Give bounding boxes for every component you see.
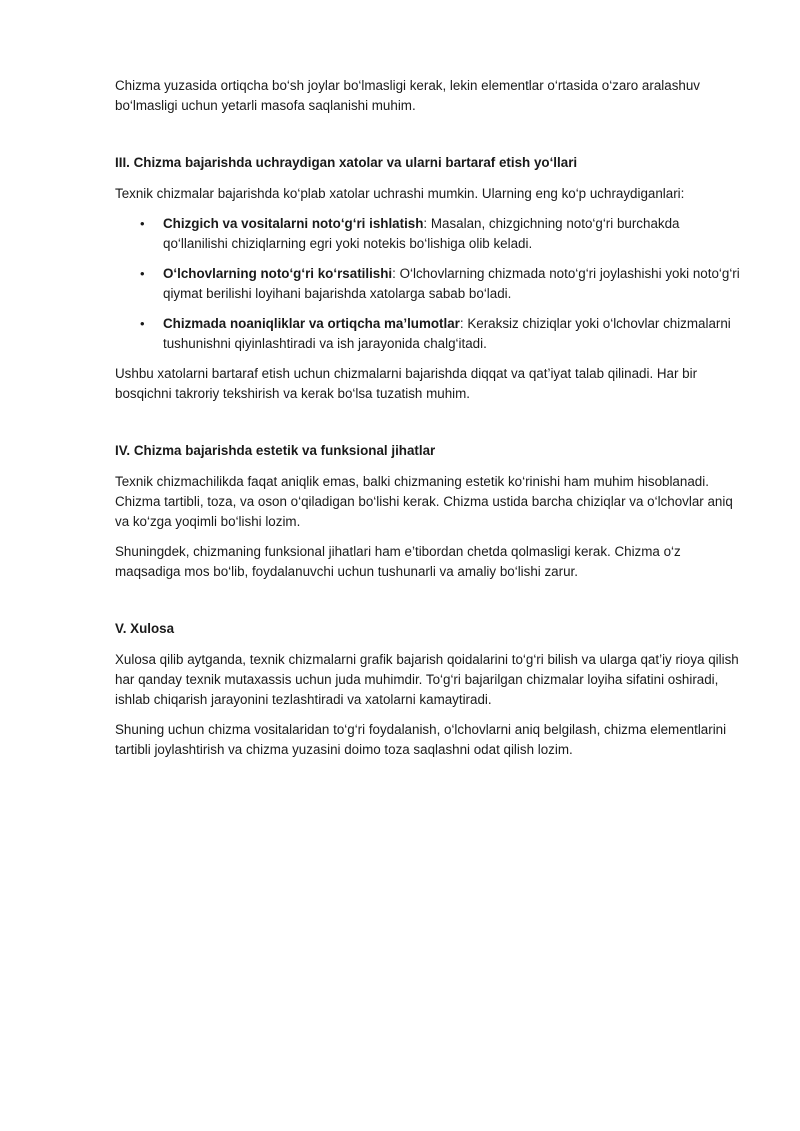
- list-item: [115, 314, 740, 354]
- list-item: [115, 214, 740, 254]
- section-3-heading: III. Chizma bajarishda uchraydigan xatolar va ularni bartaraf etish yo‘llari: [115, 155, 578, 170]
- list-item-text: : O‘lchovlarning chizmada noto‘g‘ri joylashishi yoki noto‘g‘ri qiymat berilishi loyihani bajarishda xatolarga sabab bo‘ladi.: [163, 266, 740, 301]
- section-3-outro: Ushbu xatolarni bartaraf etish uchun chizmalarni bajarishda diqqat va qat’iyat talab qilinadi. Har bir bosqichni takroriy tekshirish va kerak bo‘lsa tuzatish muhim.: [115, 366, 698, 401]
- intro-paragraph: Chizma yuzasida ortiqcha bo‘sh joylar bo‘lmasligi kerak, lekin elementlar o‘rtasida o‘zaro aralashuv bo‘lmasligi uchun yetarli masofa saqlanishi muhim.: [115, 78, 700, 113]
- bullet-icon: •: [140, 216, 145, 231]
- bullet-icon: •: [140, 316, 145, 331]
- section-4-paragraph-1: Texnik chizmachilikda faqat aniqlik emas, balki chizmaning estetik ko‘rinishi ham muhim hisoblanadi. Chizma tartibli, toza, va oson o‘qiladigan bo‘lishi kerak. Chizma ustida barcha chiziqlar va o‘lchovlar aniq va ko‘zga yoqimli bo‘lishi lozim.: [115, 474, 733, 529]
- mistakes-list: [115, 214, 740, 354]
- section-4-heading: IV. Chizma bajarishda estetik va funksional jihatlar: [115, 443, 436, 458]
- section-5-heading: V. Xulosa: [115, 621, 175, 636]
- list-item-text: : Masalan, chizgichning noto‘g‘ri burchakda qo‘llanilishi chiziqlarning egri yoki notekis bo‘lishiga olib keladi.: [163, 216, 680, 251]
- bullet-icon: •: [140, 266, 145, 281]
- list-item-title: O‘lchovlarning noto‘g‘ri ko‘rsatilishi: [163, 266, 393, 281]
- section-3-intro: Texnik chizmalar bajarishda ko‘plab xatolar uchrashi mumkin. Ularning eng ko‘p uchraydiganlari:: [115, 186, 685, 201]
- list-item-title: Chizmada noaniqliklar va ortiqcha ma’lumotlar: [163, 316, 460, 331]
- section-5-paragraph-2: Shuning uchun chizma vositalaridan to‘g‘ri foydalanish, o‘lchovlarni aniq belgilash, chizma elementlarini tartibli joylashtirish va chizma yuzasini doimo toza saqlashni odat qilish lozim.: [115, 722, 727, 757]
- document-page: [115, 76, 740, 770]
- list-item-text: : Keraksiz chiziqlar yoki o‘lchovlar chizmalarni tushunishni qiyinlashtiradi va ish jarayonida chalg‘itadi.: [163, 316, 731, 351]
- section-5-paragraph-1: Xulosa qilib aytganda, texnik chizmalarni grafik bajarish qoidalarini to‘g‘ri bilish va ularga qat’iy rioya qilish har qanday texnik mutaxassis uchun juda muhimdir. To‘g‘ri bajarilgan chizmalar loyiha sifatini oshiradi, ishlab chiqarish jarayonini tezlashtiradi va xatolarni kamaytiradi.: [115, 652, 739, 707]
- section-4-paragraph-2: Shuningdek, chizmaning funksional jihatlari ham e’tibordan chetda qolmasligi kerak. Chizma o‘z maqsadiga mos bo‘lib, foydalanuvchi uchun tushunarli va amaliy bo‘lishi zarur.: [115, 544, 681, 579]
- list-item: [115, 264, 740, 304]
- list-item-title: Chizgich va vositalarni noto‘g‘ri ishlatish: [163, 216, 424, 231]
